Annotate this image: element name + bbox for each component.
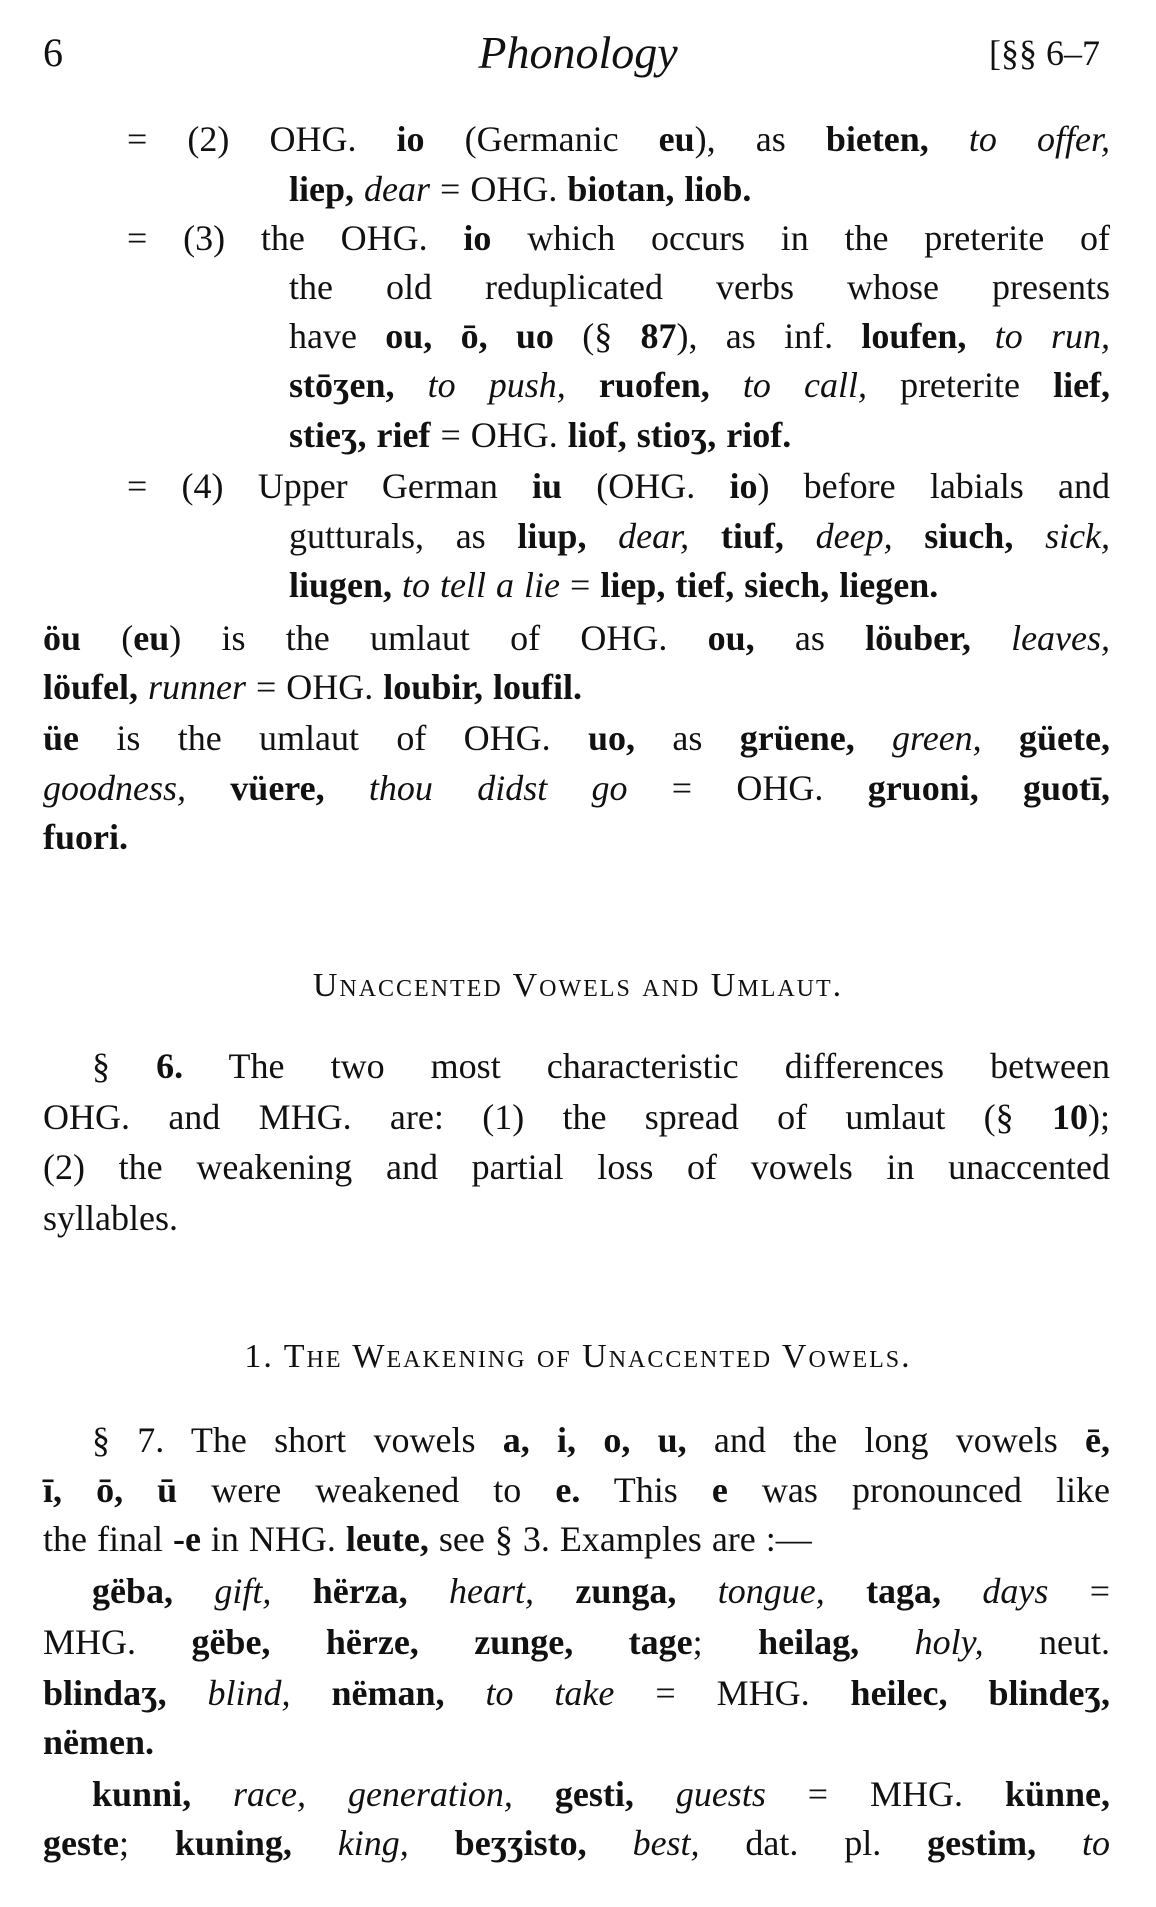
text-run: preterite (866, 365, 1054, 405)
page-number: 6 (43, 30, 63, 75)
text-run (971, 618, 1011, 658)
italic-gloss: goodness, (43, 768, 186, 808)
bold-term: leute, (345, 1519, 429, 1559)
text-run: This (580, 1470, 712, 1510)
bold-term: e. (555, 1470, 581, 1510)
italic-gloss: to (1082, 1823, 1111, 1863)
text-run: the old reduplicated verbs whose presents (289, 267, 1110, 307)
bold-term: blindaʒ, (43, 1673, 167, 1713)
bold-term: -e (172, 1519, 201, 1559)
text-run: = OHG. (430, 415, 568, 455)
text-run: ), as (694, 119, 826, 159)
text-run (395, 365, 428, 405)
bold-term: liep, (289, 169, 355, 209)
text-run: ; (118, 1823, 175, 1863)
text-run: = OHG. (430, 169, 568, 209)
text-run (291, 1673, 332, 1713)
bold-term: uo, (588, 718, 636, 758)
text-run (825, 1571, 866, 1611)
bold-term: heilec, blindeʒ, (850, 1673, 1111, 1713)
bold-term: gruoni, guotī, (867, 768, 1111, 808)
text-line (127, 464, 1110, 508)
text-run: ) is the umlaut of OHG. (169, 618, 708, 658)
text-run (566, 365, 599, 405)
bold-term: e (711, 1470, 728, 1510)
text-run (929, 119, 969, 159)
text-run (392, 565, 402, 605)
bold-term: zunga, (575, 1571, 677, 1611)
text-run: = (560, 565, 601, 605)
bold-term: loufen, (861, 316, 967, 356)
section-heading-weakening: 1. The Weakening of Unaccented Vowels. (244, 1338, 912, 1375)
text-run (966, 316, 994, 356)
bold-term: taga, (866, 1571, 942, 1611)
text-line (289, 265, 1110, 309)
bold-term: geste (43, 1823, 119, 1863)
bold-term: a, i, o, u, (502, 1420, 687, 1460)
text-line (127, 216, 1110, 260)
italic-gloss: best, (632, 1823, 700, 1863)
italic-gloss: dear (364, 169, 431, 209)
bold-term: io (396, 119, 425, 159)
text-run: = (4) Upper German (127, 466, 533, 506)
text-run: as (635, 718, 740, 758)
italic-gloss: to run, (994, 316, 1111, 356)
bold-term: loubir, loufil. (383, 667, 583, 707)
bold-term: künne, (1004, 1774, 1111, 1814)
bold-term: ou, (707, 618, 755, 658)
text-line (92, 1044, 1110, 1088)
bold-term: kuning, (174, 1823, 292, 1863)
text-run: (Germanic (424, 119, 659, 159)
text-line (92, 1569, 1110, 1613)
text-run (982, 718, 1019, 758)
bold-term: liep, tief, siech, liegen. (600, 565, 939, 605)
text-run (167, 1673, 208, 1713)
text-line (43, 1671, 1110, 1715)
bold-term: liugen, (289, 565, 393, 605)
text-run: § 7. The short vowels (92, 1420, 503, 1460)
text-run: = (3) the OHG. (127, 218, 464, 258)
text-line (289, 314, 1110, 358)
text-run: neut. (983, 1622, 1110, 1662)
bold-term: gëbe, hërze, zunge, tage (191, 1622, 693, 1662)
bold-term: eu (658, 119, 695, 159)
italic-gloss: to offer, (968, 119, 1110, 159)
text-run: ( (81, 618, 134, 658)
text-run (941, 1571, 982, 1611)
bold-term: ou, ō, uo (385, 316, 554, 356)
bold-term: siuch, (924, 516, 1014, 556)
text-line (92, 1772, 1110, 1816)
text-run (1013, 516, 1045, 556)
text-line (43, 766, 1110, 810)
text-run (513, 1774, 555, 1814)
text-run (409, 1823, 455, 1863)
bold-term: beʒʒisto, (454, 1823, 587, 1863)
text-run: § (92, 1046, 157, 1086)
text-run: have (289, 316, 386, 356)
bold-term: stieʒ, rief (289, 415, 431, 455)
text-run (138, 667, 148, 707)
text-line (289, 563, 938, 607)
text-line (43, 1196, 178, 1240)
text-line (289, 413, 791, 457)
text-line (43, 1720, 154, 1764)
bold-term: stōʒen, (289, 365, 395, 405)
bold-term: ē, (1085, 1420, 1111, 1460)
text-line (43, 716, 1110, 760)
text-run (689, 516, 721, 556)
text-run: = OHG. (627, 768, 868, 808)
running-title: Phonology (478, 27, 678, 78)
text-run (634, 1774, 676, 1814)
bold-term: 10 (1052, 1097, 1088, 1137)
italic-gloss: race, generation, (233, 1774, 513, 1814)
italic-gloss: to call, (742, 365, 867, 405)
bold-term: iu (532, 466, 563, 506)
text-run: ), as inf. (676, 316, 862, 356)
italic-gloss: dear, (618, 516, 690, 556)
text-run: (2) the weakening and partial loss of vowels in unaccented (43, 1147, 1110, 1187)
text-line (43, 1468, 1110, 1512)
text-run: was pronounced like (727, 1470, 1110, 1510)
italic-gloss: heart, (449, 1571, 535, 1611)
text-run (534, 1571, 575, 1611)
text-run: = OHG. (246, 667, 384, 707)
text-run: (OHG. (562, 466, 730, 506)
text-run (587, 1823, 633, 1863)
text-run: gutturals, as (289, 516, 518, 556)
text-run (445, 1673, 486, 1713)
text-run: syllables. (43, 1198, 178, 1238)
bold-term: güete, (1019, 718, 1110, 758)
bold-term: io (729, 466, 758, 506)
text-line (92, 1418, 1110, 1462)
italic-gloss: to take (485, 1673, 615, 1713)
text-run: The two most characteristic differences between (183, 1046, 1111, 1086)
section-heading-unaccented-vowels: Unaccented Vowels and Umlaut. (312, 967, 844, 1004)
text-run (676, 1571, 717, 1611)
text-line (43, 1145, 1110, 1189)
text-run: MHG. (43, 1622, 192, 1662)
text-run: = MHG. (614, 1673, 851, 1713)
text-run (893, 516, 925, 556)
italic-gloss: leaves, (1011, 618, 1111, 658)
bold-term: fuori. (43, 817, 128, 857)
text-run (784, 516, 816, 556)
bold-term: liup, (517, 516, 587, 556)
bold-term: 87 (640, 316, 677, 356)
bold-term: öu (43, 618, 82, 658)
text-run: which occurs in the preterite of (491, 218, 1110, 258)
text-run: = (1048, 1571, 1111, 1611)
bold-term: lief, (1053, 365, 1111, 405)
bold-term: tiuf, (720, 516, 784, 556)
text-run: OHG. and MHG. are: (1) the spread of umlaut (§ (43, 1097, 1052, 1137)
text-run (586, 516, 618, 556)
text-line (43, 1620, 1110, 1664)
bold-term: löufel, (43, 667, 138, 707)
italic-gloss: king, (337, 1823, 409, 1863)
italic-gloss: blind, (207, 1673, 291, 1713)
text-run (271, 1571, 312, 1611)
text-run: ) before labials and (757, 466, 1110, 506)
bold-term: eu (133, 618, 170, 658)
text-line (127, 117, 1110, 161)
text-run: (§ (553, 316, 641, 356)
text-run: see § 3. Examples are :— (428, 1519, 812, 1559)
bold-term: nëman, (331, 1673, 445, 1713)
italic-gloss: to push, (427, 365, 566, 405)
bold-term: löuber, (865, 618, 971, 658)
text-run (186, 768, 230, 808)
bold-term: heilag, (758, 1622, 860, 1662)
text-line (43, 1517, 812, 1561)
text-line (43, 815, 128, 859)
italic-gloss: to tell a lie (402, 565, 560, 605)
bold-term: io (463, 218, 492, 258)
text-run: the final (43, 1519, 173, 1559)
italic-gloss: guests (675, 1774, 766, 1814)
text-line (43, 1095, 1110, 1139)
italic-gloss: deep, (815, 516, 893, 556)
bold-term: liof, stioʒ, riof. (567, 415, 792, 455)
italic-gloss: holy, (914, 1622, 984, 1662)
text-run: and the long vowels (686, 1420, 1086, 1460)
text-line (43, 616, 1110, 660)
italic-gloss: green, (892, 718, 982, 758)
bold-term: grüene, (739, 718, 855, 758)
text-run (191, 1774, 233, 1814)
bold-term: vüere, (230, 768, 325, 808)
text-line (43, 665, 582, 709)
italic-gloss: tongue, (717, 1571, 825, 1611)
bold-term: 6. (156, 1046, 184, 1086)
bold-term: kunni, (92, 1774, 192, 1814)
bold-term: biotan, liob. (567, 169, 752, 209)
bold-term: hërza, (312, 1571, 408, 1611)
text-line (289, 514, 1110, 558)
text-run: = MHG. (765, 1774, 1005, 1814)
text-run: as (754, 618, 866, 658)
bold-term: ī, ō, ū (43, 1470, 178, 1510)
text-run: dat. pl. (699, 1823, 928, 1863)
text-run: is the umlaut of OHG. (79, 718, 589, 758)
text-line (289, 363, 1110, 407)
text-run (408, 1571, 449, 1611)
text-line (289, 167, 751, 211)
section-range: [§§ 6–7 (989, 33, 1100, 73)
italic-gloss: thou didst go (368, 768, 628, 808)
text-run: = (2) OHG. (127, 119, 397, 159)
bold-term: gestim, (927, 1823, 1037, 1863)
bold-term: nëmen. (43, 1722, 154, 1762)
text-run: were weakened to (177, 1470, 556, 1510)
bold-term: gëba, (92, 1571, 173, 1611)
italic-gloss: days (982, 1571, 1049, 1611)
text-run: ); (1088, 1097, 1110, 1137)
bold-term: gesti, (554, 1774, 634, 1814)
text-run: in NHG. (200, 1519, 346, 1559)
text-line (43, 1821, 1110, 1865)
bold-term: üe (43, 718, 79, 758)
text-run (710, 365, 743, 405)
italic-gloss: runner (148, 667, 246, 707)
text-run (855, 718, 892, 758)
bold-term: bieten, (825, 119, 929, 159)
text-run: ; (692, 1622, 759, 1662)
text-run (173, 1571, 214, 1611)
italic-gloss: sick, (1045, 516, 1111, 556)
text-run (859, 1622, 914, 1662)
italic-gloss: gift, (214, 1571, 272, 1611)
text-run (1036, 1823, 1082, 1863)
text-run (292, 1823, 338, 1863)
text-run (325, 768, 369, 808)
bold-term: ruofen, (598, 365, 710, 405)
text-run (354, 169, 364, 209)
